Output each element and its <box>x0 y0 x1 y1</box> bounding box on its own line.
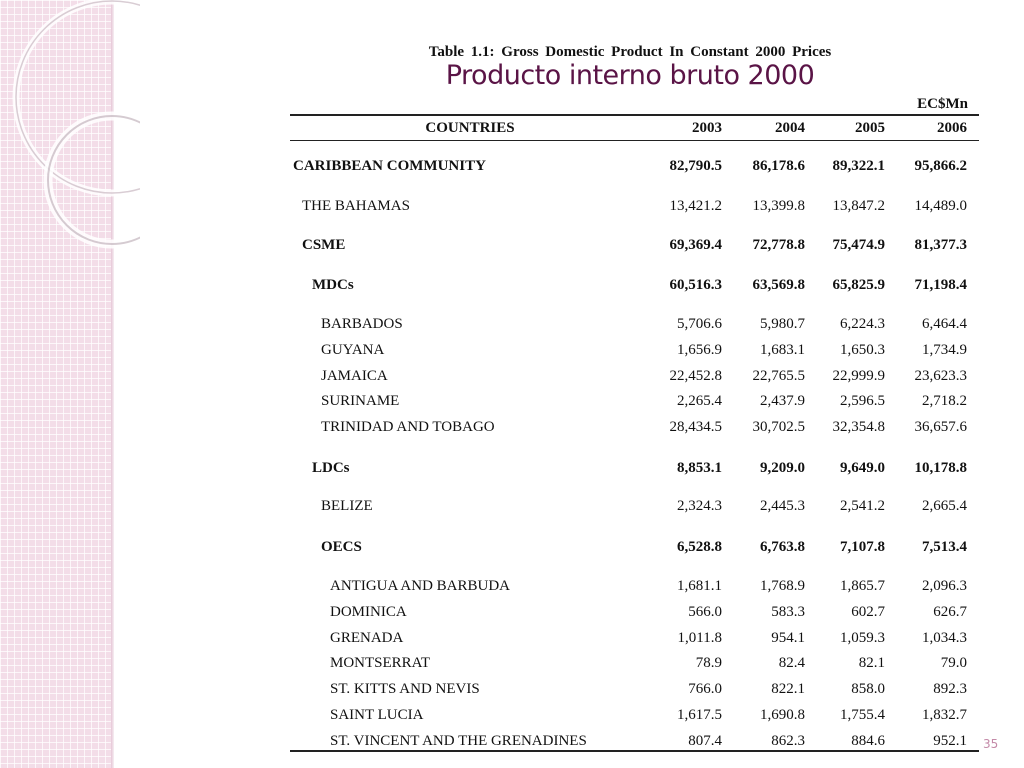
row-value-2006: 81,377.3 <box>914 237 967 253</box>
row-country-name: BELIZE <box>321 498 373 514</box>
row-value-2005: 1,865.7 <box>840 578 885 594</box>
row-country-name: ST. KITTS AND NEVIS <box>330 681 480 697</box>
row-country-name: CARIBBEAN COMMUNITY <box>293 158 486 174</box>
row-value-2004: 72,778.8 <box>752 237 805 253</box>
row-value-2005: 89,322.1 <box>832 158 885 174</box>
row-value-2006: 2,096.3 <box>922 578 967 594</box>
row-country-name: BARBADOS <box>321 316 403 332</box>
row-value-2003: 28,434.5 <box>669 419 722 435</box>
row-country-name: GUYANA <box>321 342 385 358</box>
row-value-2006: 892.3 <box>933 681 967 697</box>
row-value-2003: 2,324.3 <box>677 498 722 514</box>
column-header-2006: 2006 <box>937 120 967 136</box>
row-value-2005: 1,059.3 <box>840 630 885 646</box>
table-header-rule <box>290 140 979 141</box>
row-value-2006: 2,665.4 <box>922 498 967 514</box>
row-value-2005: 82.1 <box>858 655 885 671</box>
row-value-2003: 8,853.1 <box>677 460 722 476</box>
row-value-2006: 36,657.6 <box>914 419 967 435</box>
row-value-2004: 862.3 <box>771 733 805 749</box>
row-value-2004: 1,690.8 <box>760 707 805 723</box>
column-header-2004: 2004 <box>775 120 805 136</box>
row-value-2003: 82,790.5 <box>669 158 722 174</box>
row-value-2003: 1,617.5 <box>677 707 722 723</box>
row-value-2003: 2,265.4 <box>677 393 722 409</box>
row-value-2004: 2,437.9 <box>760 393 805 409</box>
row-country-name: TRINIDAD AND TOBAGO <box>321 419 495 435</box>
row-value-2006: 626.7 <box>933 604 967 620</box>
row-value-2004: 822.1 <box>771 681 805 697</box>
row-value-2004: 2,445.3 <box>760 498 805 514</box>
slide-title: Producto interno bruto 2000 <box>445 60 815 91</box>
row-value-2004: 1,683.1 <box>760 342 805 358</box>
column-header-countries: COUNTRIES <box>425 120 515 136</box>
row-value-2005: 32,354.8 <box>832 419 885 435</box>
row-value-2005: 9,649.0 <box>840 460 885 476</box>
row-value-2005: 2,541.2 <box>840 498 885 514</box>
row-value-2006: 1,832.7 <box>922 707 967 723</box>
row-country-name: ST. VINCENT AND THE GRENADINES <box>330 733 587 749</box>
row-value-2003: 766.0 <box>688 681 722 697</box>
row-value-2004: 954.1 <box>771 630 805 646</box>
row-country-name: THE BAHAMAS <box>302 198 410 214</box>
row-value-2003: 1,656.9 <box>677 342 722 358</box>
row-value-2004: 82.4 <box>778 655 805 671</box>
row-value-2006: 95,866.2 <box>914 158 967 174</box>
row-value-2004: 1,768.9 <box>760 578 805 594</box>
row-country-name: DOMINICA <box>330 604 407 620</box>
row-value-2006: 71,198.4 <box>914 277 967 293</box>
row-value-2006: 2,718.2 <box>922 393 967 409</box>
row-value-2003: 69,369.4 <box>669 237 722 253</box>
row-value-2003: 13,421.2 <box>669 198 722 214</box>
row-country-name: SAINT LUCIA <box>330 707 424 723</box>
row-country-name: MONTSERRAT <box>330 655 431 671</box>
row-value-2006: 23,623.3 <box>914 368 967 384</box>
row-value-2004: 5,980.7 <box>760 316 805 332</box>
row-value-2005: 6,224.3 <box>840 316 885 332</box>
row-country-name: CSME <box>302 237 346 253</box>
row-value-2003: 566.0 <box>688 604 722 620</box>
row-value-2004: 63,569.8 <box>752 277 805 293</box>
page-number: 35 <box>983 737 999 751</box>
row-value-2005: 1,650.3 <box>840 342 885 358</box>
row-value-2005: 22,999.9 <box>832 368 885 384</box>
row-value-2003: 6,528.8 <box>677 539 722 555</box>
row-value-2006: 79.0 <box>940 655 967 671</box>
row-value-2003: 78.9 <box>695 655 722 671</box>
row-value-2005: 858.0 <box>851 681 885 697</box>
row-value-2003: 1,011.8 <box>677 630 722 646</box>
row-value-2004: 583.3 <box>771 604 805 620</box>
row-value-2006: 1,034.3 <box>922 630 967 646</box>
row-value-2005: 1,755.4 <box>840 707 885 723</box>
row-value-2004: 9,209.0 <box>760 460 805 476</box>
decorative-rings <box>0 0 140 260</box>
table-top-rule <box>290 114 979 116</box>
column-header-2003: 2003 <box>692 120 722 136</box>
row-value-2005: 2,596.5 <box>840 393 885 409</box>
row-value-2003: 5,706.6 <box>677 316 722 332</box>
row-value-2006: 1,734.9 <box>922 342 967 358</box>
row-country-name: LDCs <box>312 460 350 476</box>
row-value-2004: 30,702.5 <box>752 419 805 435</box>
row-value-2004: 22,765.5 <box>752 368 805 384</box>
row-value-2006: 6,464.4 <box>922 316 967 332</box>
row-value-2003: 1,681.1 <box>677 578 722 594</box>
row-value-2004: 86,178.6 <box>752 158 805 174</box>
row-country-name: ANTIGUA AND BARBUDA <box>330 578 511 594</box>
unit-label: EC$Mn <box>917 96 968 112</box>
row-value-2004: 13,399.8 <box>752 198 805 214</box>
row-country-name: OECS <box>321 539 362 555</box>
row-value-2005: 602.7 <box>851 604 885 620</box>
row-value-2003: 807.4 <box>688 733 722 749</box>
row-value-2005: 65,825.9 <box>832 277 885 293</box>
row-country-name: MDCs <box>312 277 354 293</box>
row-value-2005: 13,847.2 <box>832 198 885 214</box>
row-value-2006: 10,178.8 <box>914 460 967 476</box>
row-value-2005: 7,107.8 <box>840 539 885 555</box>
row-value-2004: 6,763.8 <box>760 539 805 555</box>
column-header-2005: 2005 <box>855 120 885 136</box>
row-value-2005: 884.6 <box>851 733 885 749</box>
row-value-2005: 75,474.9 <box>832 237 885 253</box>
row-value-2006: 14,489.0 <box>914 198 967 214</box>
row-value-2006: 7,513.4 <box>922 539 967 555</box>
row-country-name: JAMAICA <box>321 368 388 384</box>
table-caption: Table 1.1: Gross Domestic Product In Constant 2000 Prices <box>428 44 832 60</box>
row-country-name: GRENADA <box>330 630 404 646</box>
row-value-2003: 60,516.3 <box>669 277 722 293</box>
row-value-2003: 22,452.8 <box>669 368 722 384</box>
row-value-2006: 952.1 <box>933 733 967 749</box>
table-bottom-rule <box>290 750 979 752</box>
row-country-name: SURINAME <box>321 393 400 409</box>
